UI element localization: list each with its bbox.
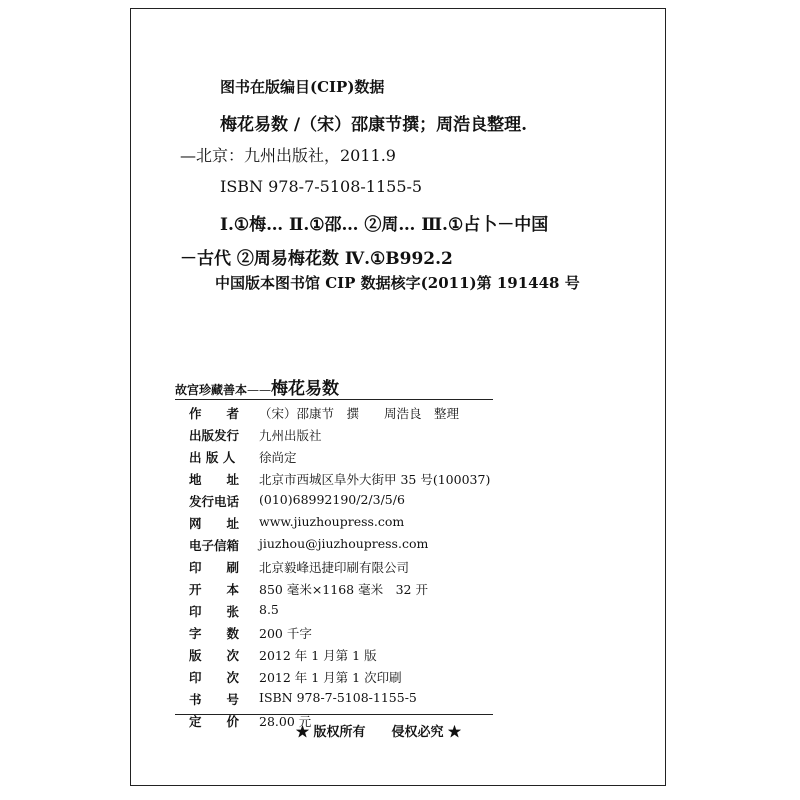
- cip-line-classification-cont: －古代 ②周易梅花数 Ⅳ.①B992.2: [180, 249, 453, 269]
- info-value: www.jiuzhoupress.com: [259, 514, 405, 529]
- info-label: 书 号: [189, 692, 240, 707]
- info-label: 发行电话: [189, 494, 240, 509]
- info-label: 版 次: [189, 648, 240, 663]
- info-value: jiuzhou@jiuzhoupress.com: [259, 536, 429, 551]
- series-title: [175, 374, 339, 399]
- info-label: 出 版 人: [189, 450, 236, 465]
- info-value: 九州出版社: [259, 428, 322, 443]
- book-title: 梅花易数: [271, 379, 340, 399]
- info-value: 8.5: [259, 602, 279, 617]
- info-value: 北京市西城区阜外大街甲 35 号(100037): [259, 472, 491, 487]
- info-value: ISBN 978-7-5108-1155-5: [259, 690, 417, 705]
- info-value: 850 毫米×1168 毫米 32 开: [259, 582, 428, 597]
- info-value: (010)68992190/2/3/5/6: [259, 492, 405, 507]
- info-label: 定 价: [189, 714, 240, 729]
- info-label: 出版发行: [189, 428, 240, 443]
- info-value: 徐尚定: [259, 450, 297, 465]
- copyright-notice: ★ 版权所有 侵权必究 ★: [296, 725, 462, 740]
- cip-line-title: 梅花易数 /（宋）邵康节撰；周浩良整理.: [220, 115, 528, 135]
- info-label: 作 者: [189, 406, 240, 421]
- cip-line-publisher: —北京：九州出版社，2011.9: [180, 146, 396, 165]
- bottom-rule: [175, 714, 493, 715]
- info-label: 开 本: [189, 582, 240, 597]
- cip-line-classification: Ⅰ.①梅… Ⅱ.①邵… ②周… Ⅲ.①占卜－中国: [220, 215, 549, 235]
- cip-line-isbn: ISBN 978-7-5108-1155-5: [220, 177, 423, 196]
- info-label: 印 次: [189, 670, 240, 685]
- top-rule: [175, 399, 493, 400]
- info-value: 200 千字: [259, 626, 312, 641]
- cip-title: 图书在版编目(CIP)数据: [220, 78, 385, 96]
- info-label: 网 址: [189, 516, 240, 531]
- info-label: 地 址: [189, 472, 240, 487]
- info-value: 北京毅峰迅捷印刷有限公司: [259, 560, 410, 575]
- info-label: 字 数: [189, 626, 240, 641]
- info-label: 电子信箱: [189, 538, 240, 553]
- info-value: 28.00 元: [259, 714, 312, 729]
- info-label: 印 张: [189, 604, 240, 619]
- info-value: 2012 年 1 月第 1 版: [259, 648, 377, 663]
- info-value: 2012 年 1 月第 1 次印刷: [259, 670, 402, 685]
- series-dash: ——: [247, 383, 272, 397]
- info-value: （宋）邵康节 撰 周浩良 整理: [259, 406, 460, 421]
- info-label: 印 刷: [189, 560, 240, 575]
- series-prefix: 故宫珍藏善本: [175, 383, 248, 397]
- cip-approval-number: 中国版本图书馆 CIP 数据核字(2011)第 191448 号: [215, 274, 580, 292]
